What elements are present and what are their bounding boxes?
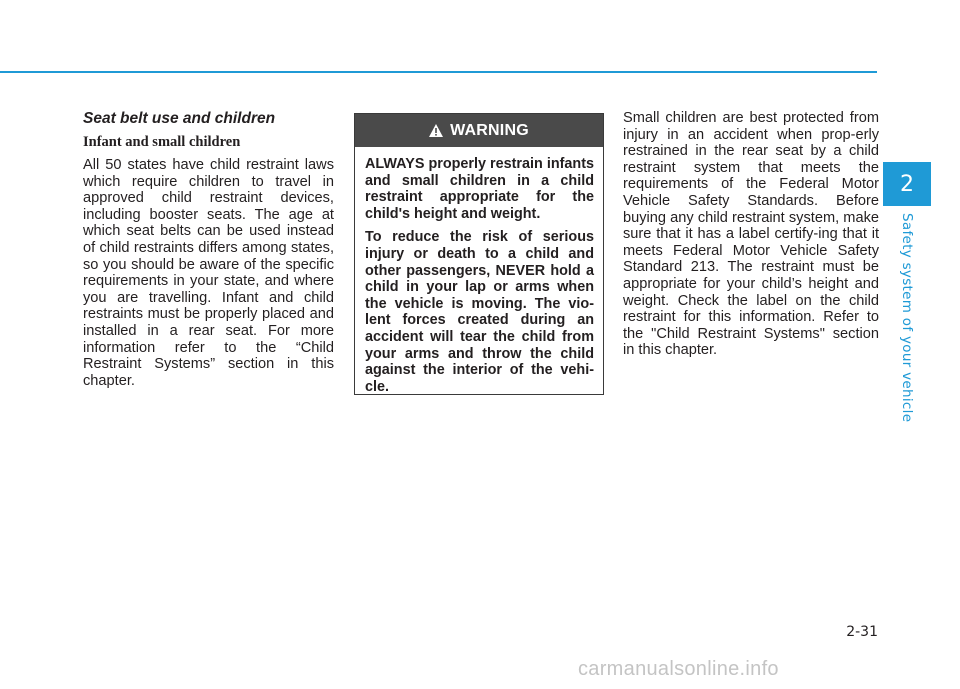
section-title: Seat belt use and children <box>83 110 276 127</box>
warning-title: WARNING <box>450 121 529 139</box>
chapter-title: Safety system of your vehicle <box>899 213 915 423</box>
sub-title: Infant and small children <box>83 134 241 150</box>
warning-header <box>355 114 603 147</box>
warning-paragraph-2: To reduce the risk of serious injury or death to a child and other passengers, NEVER hold a child in your lap or arms when the vehicle is moving. The vio-lent forces created during an accident will tear the child from your arms and throw the child against the interior of the vehi-cle. <box>365 229 594 395</box>
warning-triangle-icon <box>429 124 443 137</box>
chapter-tab <box>883 162 931 206</box>
top-rule <box>0 71 877 73</box>
warning-box <box>354 113 604 395</box>
watermark: carmanualsonline.info <box>578 658 779 680</box>
warning-paragraph-1: ALWAYS properly restrain infants and small children in a child restraint appropriate for the child's height and weight. <box>365 156 594 222</box>
right-column <box>623 110 879 359</box>
right-paragraph: Small children are best protected from injury in an accident when prop-erly restrained in the rear seat by a child restraint system that meets the requirements of the Federal Motor Vehicle Safety Standards. Before buying any child restraint system, make sure that it has a label certify-ing that it meets Federal Motor Vehicle Safety Standard 213. The restraint must be appropriate for your child’s height and weight. Check the label on the child restraint for this information. Refer to the "Child Restraint Systems" section in this chapter. <box>623 110 879 359</box>
warning-body <box>355 147 603 395</box>
chapter-number: 2 <box>900 171 914 197</box>
left-paragraph: All 50 states have child restraint laws which require children to travel in approved child restraint devices, including booster seats. The age at which seat belts can be used instead of child restraints differs among states, so you should be aware of the specific requirements in your state, and where you are travelling. Infant and child restraints must be properly placed and installed in a rear seat. For more information refer to the “Child Restraint Systems” section in this chapter. <box>83 157 334 389</box>
left-column <box>83 110 334 389</box>
page-number: 2-31 <box>846 624 878 640</box>
